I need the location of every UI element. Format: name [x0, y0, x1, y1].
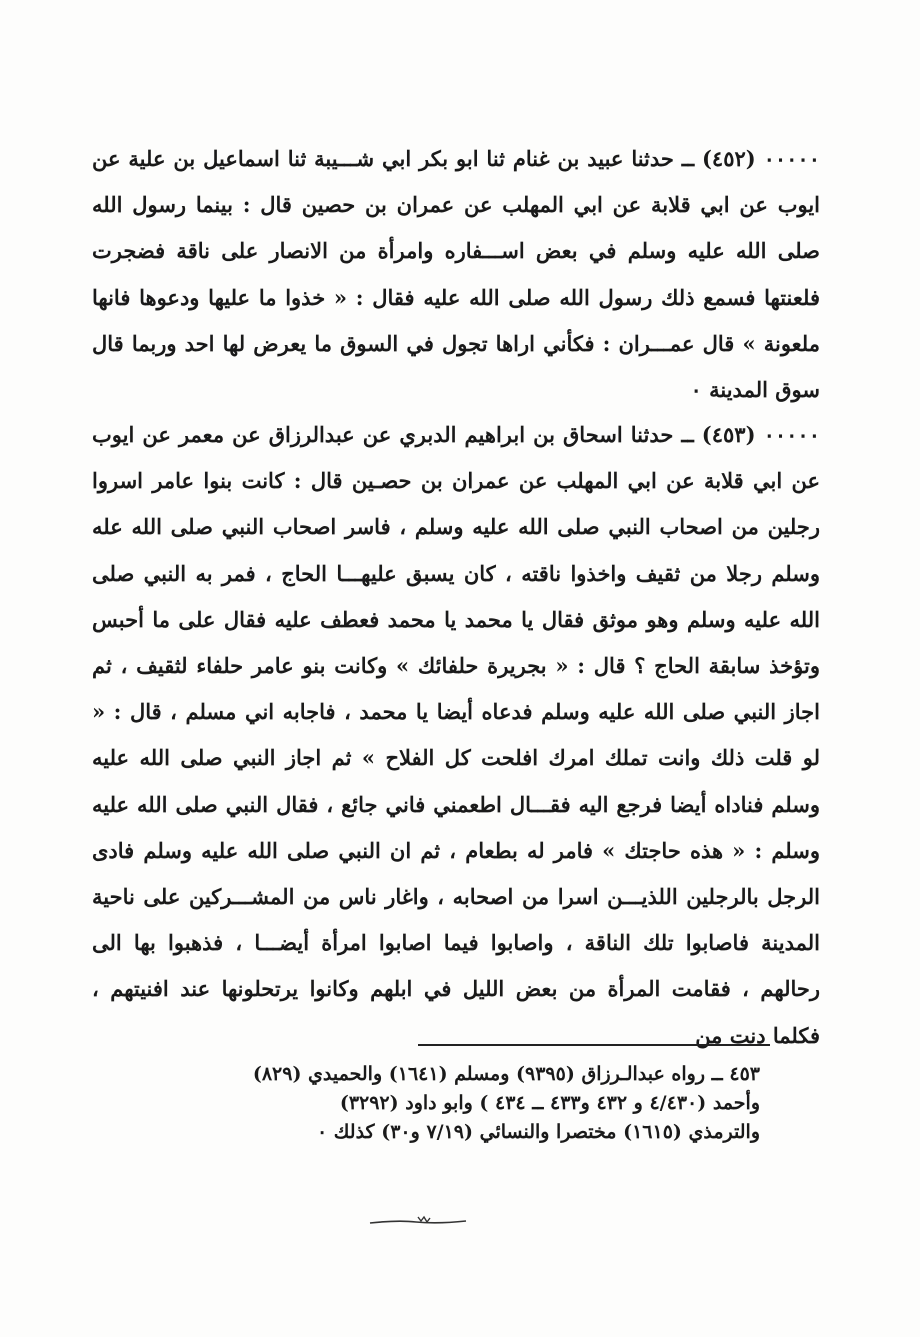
hadith-text: ٠٠٠٠٠ (٤٥٢) ــ حدثنا عبيد بن غنام ثنا ابو بكر ابي شـــيبة ثنا اسماعيل بن علية عن ايوب عن ابي قلابة عن ابي المهلب عن عمران بن حصين قال : بينما رسول الله صلى الله عليه وسلم في بعض اســـفاره وامرأة من الانصار على ناقة فضجرت فلعنتها فسمع ذلك رسول الله صلى الله عليه فقال : « خذوا ما عليها ودعوها فانها ملعونة » قال عمـــران : فكأني اراها تجول في السوق ما يعرض لها احد وربما قال سوق المدينة ٠: [92, 146, 820, 403]
footnote-separator: [418, 1044, 770, 1046]
footnote-line: ٤٥٣ ــ رواه عبدالـرزاق (٩٣٩٥) ومسلم (١٦٤١) والحميدي (٨٢٩): [252, 1063, 760, 1085]
hadith-text: ٠٠٠٠٠ (٤٥٣) ــ حدثنا اسحاق بن ابراهيم الدبري عن عبدالرزاق عن معمر عن ايوب عن ابي قلابة عن ابي المهلب عن عمران بن حصـين قال : كانت بنوا عامر اسروا رجلين من اصحاب النبي صلى الله عليه وسلم ، فاسر اصحاب النبي صلى الله عله وسلم رجلا من ثقيف واخذوا ناقته ، كان يسبق عليهـــا الحاج ، فمر به النبي صلى الله عليه وسلم وهو موثق فقال يا محمد يا محمد فعطف عليه فقال على ما أحبس وتؤخذ سابقة الحاج ؟ قال : « بجريرة حلفائك » وكانت بنو عامر حلفاء لثقيف ، ثم اجاز النبي صلى الله عليه وسلم فدعاه أيضا يا محمد ، فاجابه اني مسلم ، قال : « لو قلت ذلك وانت تملك امرك افلحت كل الفلاح » ثم اجاز النبي صلى الله عليه وسلم فناداه أيضا فرجع اليه فقـــال اطعمني فاني جائع ، فقال النبي صلى الله عليه وسلم : « هذه حاجتك » فامر له بطعام ، ثم ان النبي صلى الله عليه وسلم فادى الرجل بالرجلين اللذيـــن اسرا من اصحابه ، واغار ناس من المشـــركين على ناحية المدينة فاصابوا تلك الناقة ، واصابوا فيما اصابوا امرأة أيضـــا ، فذهبوا بها الى رحالهم ، فقامت المرأة من بعض الليل في ابلهم وكانوا يرتحلونها عند افنيتهم ، فكلما دنت من: [92, 422, 820, 1048]
hadith-453: [92, 412, 820, 1059]
footnote-line: والترمذي (١٦١٥) مختصرا والنسائي (٧/١٩ و٣٠) كذلك ٠: [316, 1121, 760, 1143]
footnotes: [80, 1060, 760, 1147]
page-number-ornament: [368, 1214, 468, 1228]
footnote-line: وأحمد (٤/٤٣٠ و ٤٣٢ و٤٣٣ ــ ٤٣٤ ) وابو داود (٣٢٩٢): [339, 1092, 760, 1114]
hadith-452: [92, 136, 820, 413]
